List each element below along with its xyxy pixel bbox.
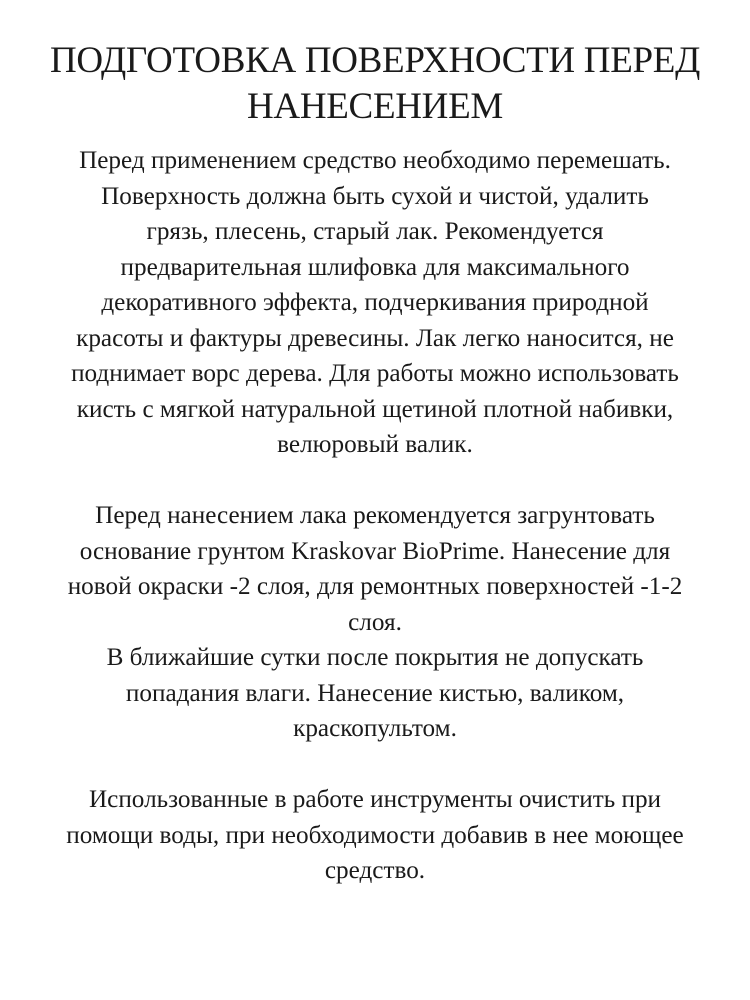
text-line: слоя.	[348, 608, 402, 636]
text-line: Использованные в работе инструменты очистить при	[88, 786, 662, 813]
text-line: В ближайшие сутки после покрытия не допускать	[106, 644, 644, 671]
text-line: краскопультом.	[293, 715, 457, 742]
text-line: декоративного эффекта, подчеркивания природной	[101, 289, 649, 316]
title-line: ПОДГОТОВКА ПОВЕРХНОСТИ ПЕРЕД	[49, 40, 701, 81]
paragraph-cleaning	[5, 782, 745, 889]
paragraph-gap	[5, 747, 745, 783]
text-line: красоты и фактуры древесины. Лак легко наносится, не	[76, 324, 674, 352]
text-line: Поверхность должна быть сухой и чистой, удалить	[101, 182, 649, 210]
text-line: поднимает ворс дерева. Для работы можно использовать	[71, 360, 679, 387]
body-text	[5, 143, 745, 889]
text-line: средство.	[324, 857, 426, 884]
page-title	[15, 38, 735, 130]
text-line: помощи воды, при необходимости добавив в нее моющее	[66, 821, 684, 849]
paragraph-gap	[5, 463, 745, 499]
paragraph-priming	[5, 498, 745, 747]
text-line: кисть с мягкой натуральной щетиной плотной набивки,	[76, 395, 674, 423]
text-line: Перед применением средство необходимо перемешать.	[79, 147, 671, 174]
text-line: новой окраски -2 слоя, для ремонтных поверхностей -1-2	[67, 573, 683, 600]
text-line: основание грунтом Kraskovar BioPrime. Нанесение для	[79, 537, 671, 565]
text-line: грязь, плесень, старый лак. Рекомендуется	[146, 218, 604, 245]
text-line: велюровый валик.	[277, 431, 473, 458]
title-line: НАНЕСЕНИЕМ	[247, 86, 503, 127]
paragraph-preparation	[5, 143, 745, 463]
text-line: Перед нанесением лака рекомендуется загрунтовать	[95, 502, 655, 529]
text-line: попадания влаги. Нанесение кистью, валиком,	[125, 679, 625, 707]
text-line: предварительная шлифовка для максимального	[120, 253, 630, 281]
